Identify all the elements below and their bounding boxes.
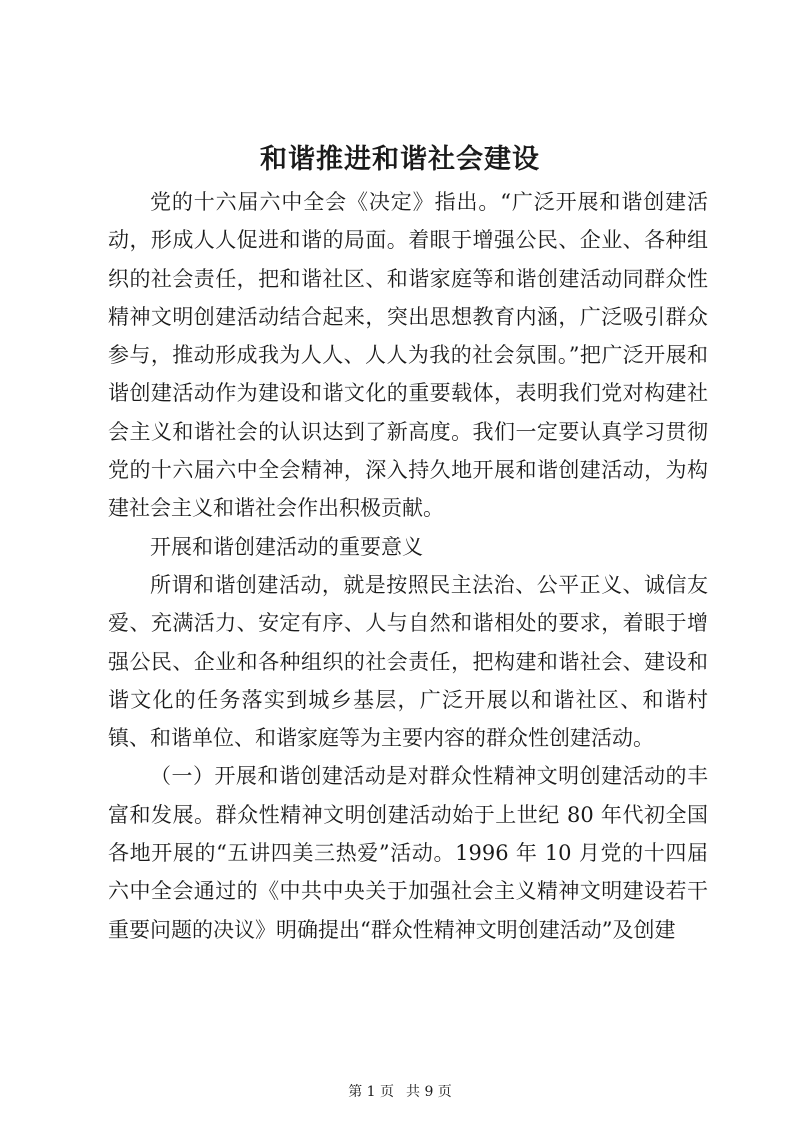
- paragraph-intro: 党的十六届六中全会《决定》指出。“广泛开展和谐创建活动，形成人人促进和谐的局面。着眼于增强公民、企业、各种组织的社会责任，把和谐社区、和谐家庭等和谐创建活动同群众性精神文明创建活动结合起来，突出思想教育内涵，广泛吸引群众参与，推动形成我为人人、人人为我的社会氛围。”把广泛开展和谐创建活动作为建设和谐文化的重要载体，表明我们党对构建社会主义和谐社会的认识达到了新高度。我们一定要认真学习贯彻党的十六届六中全会精神，深入持久地开展和谐创建活动，为构建社会主义和谐社会作出积极贡献。: [108, 190, 708, 521]
- paragraph-point-one: （一）开展和谐创建活动是对群众性精神文明创建活动的丰富和发展。群众性精神文明创建活动始于上世纪 80 年代初全国各地开展的“五讲四美三热爱”活动。1996 年 10 月党的十四届六中全会通过的《中共中央关于加强社会主义精神文明建设若干重要问题的决议》明确提出“群众性精神文明创建活动”及创建: [108, 764, 708, 942]
- document-title: 和谐推进和谐社会建设: [260, 144, 540, 175]
- page-number: 第 1 页: [348, 1084, 394, 1100]
- document-body: [108, 183, 708, 949]
- page-total: 共 9 页: [406, 1084, 452, 1100]
- page-footer: [0, 1082, 800, 1102]
- section-heading: 开展和谐创建活动的重要意义: [150, 534, 423, 559]
- paragraph-definition: 所谓和谐创建活动，就是按照民主法治、公平正义、诚信友爱、充满活力、安定有序、人与自然和谐相处的要求，着眼于增强公民、企业和各种组织的社会责任，把构建和谐社会、建设和谐文化的任务落实到城乡基层，广泛开展以和谐社区、和谐村镇、和谐单位、和谐家庭等为主要内容的群众性创建活动。: [108, 572, 708, 751]
